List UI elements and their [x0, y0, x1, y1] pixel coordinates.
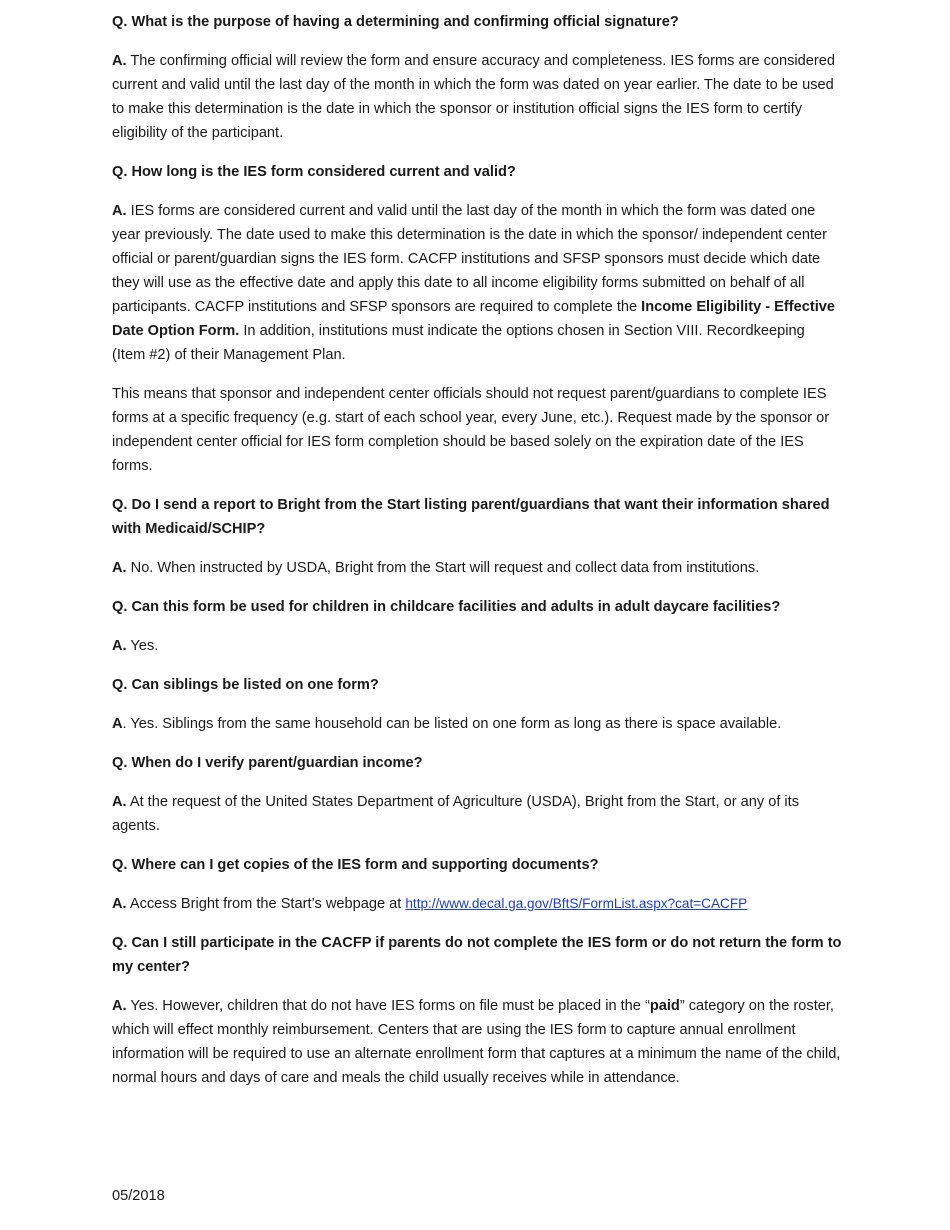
answer-label: A. — [112, 998, 127, 1014]
question-participation-without-form: Q. Can I still participate in the CACFP if parents do not complete the IES form or do not return the form to my center? — [112, 935, 842, 975]
answer-form-name: Income Eligibility - Effective Date Option Form. — [112, 299, 835, 339]
question-childcare-adult-daycare: Q. Can this form be used for children in childcare facilities and adults in adult daycare facilities? — [112, 599, 781, 615]
answer-text-continued: ” category on the roster, which will effect monthly reimbursement. Centers that are using the IES form to capture annual enrollment information will be required to use an alternate enrollment form that captures at a minimum the name of the child, normal hours and days of care and meals the child usually receives while in attendance. — [112, 998, 841, 1086]
answer-label: A. — [112, 896, 127, 912]
answer-participation-without-form — [112, 994, 842, 1090]
answer-text-continued: In addition, institutions must indicate the options chosen in Section VIII. Recordkeeping (Item #2) of their Management Plan. — [112, 323, 805, 363]
answer-medicaid-report — [112, 556, 842, 580]
answer-text: The confirming official will review the form and ensure accuracy and completeness. IES forms are considered current and valid until the last day of the month in which the form was dated on year earlier. The date to be used to make this determination is the date in which the sponsor or institution official signs the IES form to certify eligibility of the participant. — [112, 53, 835, 141]
question-medicaid-report: Q. Do I send a report to Bright from the Start listing parent/guardians that want their information shared with Medicaid/SCHIP? — [112, 497, 830, 537]
answer-text: . Yes. Siblings from the same household can be listed on one form as long as there is space available. — [122, 716, 782, 732]
answer-signature-purpose — [112, 49, 842, 145]
question-form-copies: Q. Where can I get copies of the IES form and supporting documents? — [112, 857, 599, 873]
answer-text: No. When instructed by USDA, Bright from the Start will request and collect data from institutions. — [126, 560, 760, 576]
answer-label: A. — [112, 53, 127, 69]
answer-label: A. — [112, 560, 127, 576]
answer-form-validity-paragraph: This means that sponsor and independent center officials should not request parent/guardians to complete IES forms at a specific frequency (e.g. start of each school year, every June, etc.). Request made by the sponsor or independent center official for IES form completion should be based solely on the expiration date of the IES forms. — [112, 386, 830, 474]
answer-text: Yes. — [126, 638, 159, 654]
question-signature-purpose: Q. What is the purpose of having a determining and confirming official signature? — [112, 14, 679, 30]
paid-category: paid — [649, 998, 680, 1014]
question-siblings: Q. Can siblings be listed on one form? — [112, 677, 379, 693]
answer-label: A. — [112, 794, 127, 810]
footer-date: 05/2018 — [112, 1188, 165, 1204]
answer-label: A. — [112, 638, 127, 654]
answer-siblings — [112, 712, 842, 736]
answer-label: A — [112, 716, 123, 732]
faq-document — [112, 10, 842, 1105]
question-form-validity: Q. How long is the IES form considered current and valid? — [112, 164, 516, 180]
answer-text: IES forms are considered current and valid until the last day of the month in which the form was dated one year previously. The date used to make this determination is the date in which the sponsor/ independent center official or parent/guardian signs the IES form. CACFP institutions and SFSP sponsors must decide which date they will use as the effective date and apply this date to all income eligibility forms submitted on behalf of all participants. CACFP institutions and SFSP sponsors are required to complete the — [112, 203, 827, 315]
form-list-link[interactable]: http://www.decal.ga.gov/BftS/FormList.aspx?cat=CACFP — [405, 896, 748, 911]
question-verify-income: Q. When do I verify parent/guardian income? — [112, 755, 423, 771]
answer-form-copies — [112, 892, 842, 916]
answer-childcare-adult-daycare — [112, 634, 842, 658]
answer-form-validity — [112, 199, 842, 367]
answer-label: A. — [112, 203, 127, 219]
answer-verify-income — [112, 790, 842, 838]
answer-text: Access Bright from the Start’s webpage at — [126, 896, 406, 912]
answer-text: Yes. However, children that do not have IES forms on file must be placed in the “ — [126, 998, 650, 1014]
answer-text: At the request of the United States Department of Agriculture (USDA), Bright from the Start, or any of its agents. — [112, 794, 800, 834]
